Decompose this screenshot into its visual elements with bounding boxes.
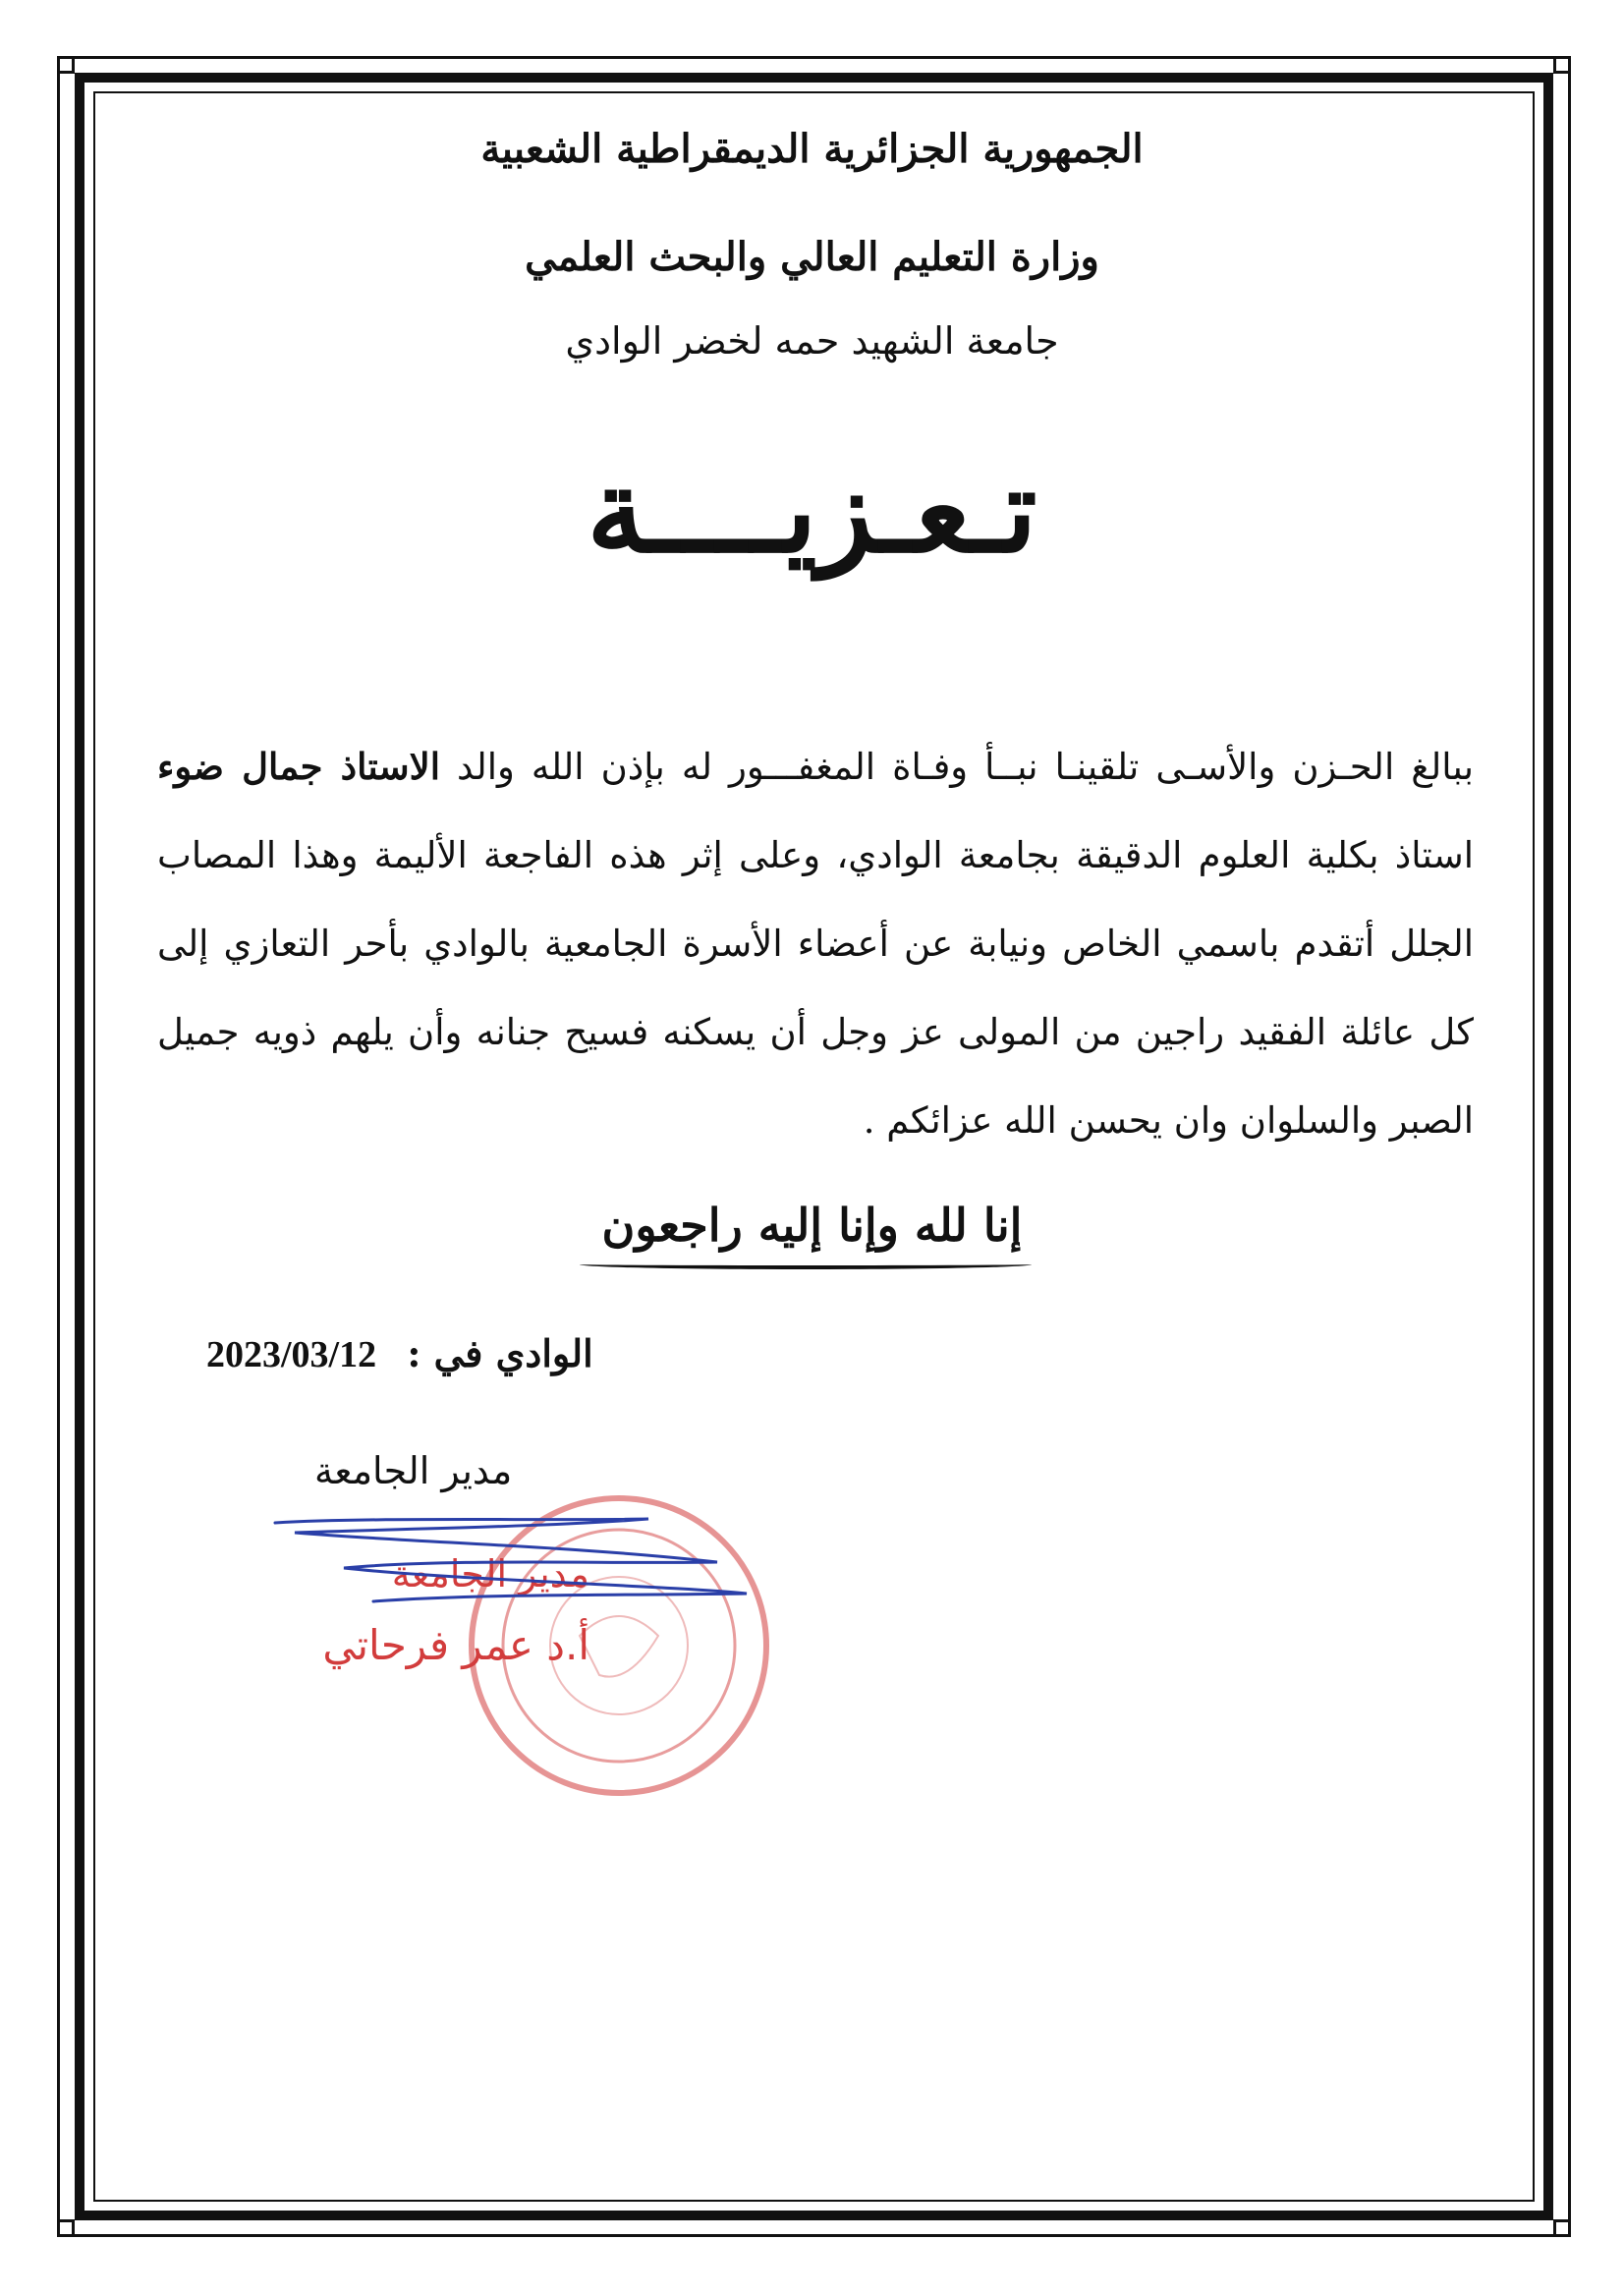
stamp-role: مدير الجامعة bbox=[391, 1552, 589, 1596]
closing-underline bbox=[580, 1260, 1032, 1269]
condolence-body bbox=[157, 722, 1474, 1165]
stamp-name: أ.د عمر فرحاتي bbox=[322, 1621, 589, 1669]
frame-corner bbox=[1553, 56, 1571, 74]
frame-corner bbox=[57, 2219, 75, 2237]
closing-verse: إنا لله وإنا إليه راجعون bbox=[601, 1199, 1023, 1252]
frame-corner bbox=[1553, 2219, 1571, 2237]
director-title: مدير الجامعة bbox=[314, 1449, 513, 1492]
handwritten-signature bbox=[255, 1503, 766, 1621]
ministry-header: وزارة التعليم العالي والبحث العلمي bbox=[525, 234, 1099, 280]
date-label: الوادي في : bbox=[407, 1331, 593, 1375]
university-header: جامعة الشهيد حمه لخضر الوادي bbox=[565, 319, 1059, 363]
frame-corner bbox=[57, 56, 75, 74]
professor-name: الاستاذ جمال ضوء bbox=[157, 745, 440, 788]
date-line bbox=[206, 1331, 593, 1376]
date-value: 2023/03/12 bbox=[206, 1334, 377, 1375]
body-part-2: استاذ بكلية العلوم الدقيقة بجامعة الوادي، وعلى إثر هذه الفاجعة الأليمة وهذا المصاب الجلل أتقدم باسمي الخاص ونيابة عن أعضاء الأسرة الجامعية بالوادي بأحر التعازي إلى كل عائلة الفقيد راجين من المولى عز وجل أن يسكنه فسيح جنانه وأن يلهم ذويه جميل الصبر والسلوان وان يحسن الله عزائكم . bbox=[157, 834, 1474, 1142]
document-title: تـعـزيــــة bbox=[587, 442, 1037, 579]
republic-header: الجمهورية الجزائرية الديمقراطية الشعبية bbox=[480, 126, 1144, 172]
body-part-1: ببالغ الحـزن والأسـى تلقينـا نبــأ وفـاة المغفـــور له بإذن الله والد bbox=[439, 746, 1474, 788]
